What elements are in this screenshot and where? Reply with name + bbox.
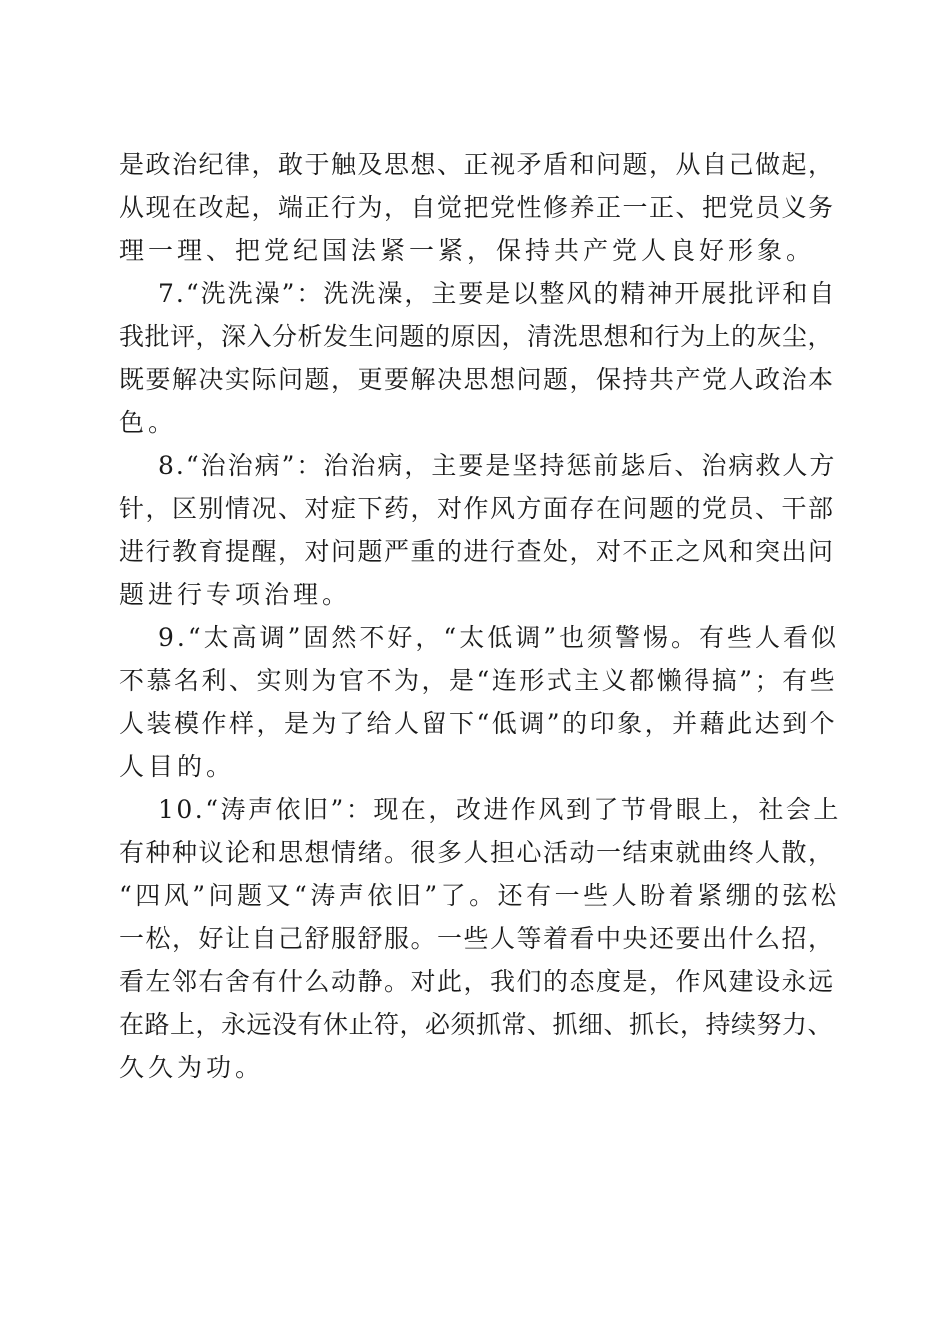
text-line: 看左邻右舍有什么动静。对此，我们的态度是，作风建设永远 xyxy=(119,967,835,996)
text-line: 不慕名利、实则为官不为，是“连形式主义都懒得搞”；有些 xyxy=(119,666,838,695)
text-line: 针，区别情况、对症下药，对作风方面存在问题的党员、干部 xyxy=(119,494,835,523)
paragraph-8-start: 8.“治治病”：治治病，主要是坚持惩前毖后、治病救人方 xyxy=(158,451,837,480)
paragraph-10-start: 10.“涛声依旧”：现在，改进作风到了节骨眼上，社会上 xyxy=(158,795,841,824)
text-line: 色。 xyxy=(119,408,178,437)
text-line: 久久为功。 xyxy=(119,1053,265,1082)
text-line: 进行教育提醒，对问题严重的进行查处，对不正之风和突出问 xyxy=(119,537,835,566)
paragraph-7-start: 7.“洗洗澡”：洗洗澡，主要是以整风的精神开展批评和自 xyxy=(158,279,837,308)
text-line: 有种种议论和思想情绪。很多人担心活动一结束就曲终人散， xyxy=(119,838,835,867)
text-line: 是政治纪律，敢于触及思想、正视矛盾和问题，从自己做起， xyxy=(119,150,835,179)
text-line: 人装模作样，是为了给人留下“低调”的印象，并藉此达到个 xyxy=(119,709,838,738)
text-line: 从现在改起，端正行为，自觉把党性修养正一正、把党员义务 xyxy=(119,193,835,222)
text-line: 题进行专项治理。 xyxy=(119,580,352,609)
text-line: 一松，好让自己舒服舒服。一些人等着看中央还要出什么招， xyxy=(119,924,835,953)
text-line: 既要解决实际问题，更要解决思想问题，保持共产党人政治本 xyxy=(119,365,835,394)
text-line: 人目的。 xyxy=(119,752,236,781)
text-line: 理一理、把党纪国法紧一紧，保持共产党人良好形象。 xyxy=(119,236,816,265)
text-line: “四风”问题又“涛声依旧”了。还有一些人盼着紧绷的弦松 xyxy=(119,881,840,910)
document-body xyxy=(119,143,841,1089)
paragraph-9-start: 9.“太高调”固然不好，“太低调”也须警惕。有些人看似 xyxy=(158,623,839,652)
text-line: 我批评，深入分析发生问题的原因，清洗思想和行为上的灰尘， xyxy=(119,322,834,351)
text-line: 在路上，永远没有休止符，必须抓常、抓细、抓长，持续努力、 xyxy=(119,1010,834,1039)
